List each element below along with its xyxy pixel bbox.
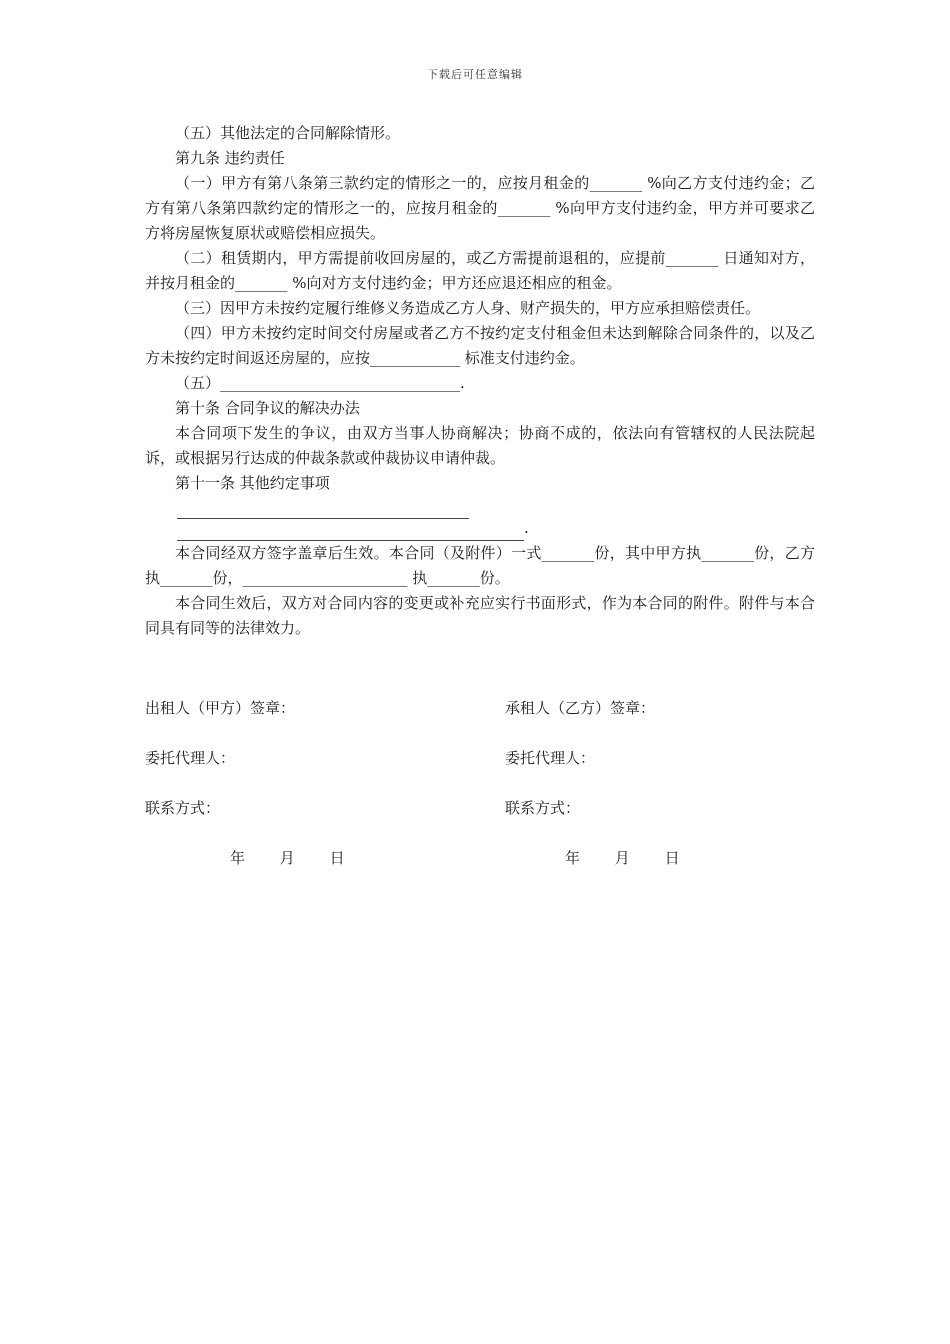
lessee-contact-label: 联系方式： [505,799,581,817]
lessor-date-month: 月 [279,849,295,867]
lessor-seal-label: 出租人（甲方）签章： [145,699,296,717]
article-11-title: 第十一条 其他约定事项 [175,474,330,492]
lessee-date-year: 年 [565,849,581,867]
blank-line-2 [177,519,815,541]
clause-9-1: （一）甲方有第八条第三款约定的情形之一的，应按月租金的_______ %向乙方支付违约金；乙方有第八条第四款约定的情形之一的，应按月租金的_______ %向甲方支付违约金，甲方并可要求乙方将房屋恢复原状或赔偿相应损失。 [145,174,815,242]
lessee-date-month: 月 [614,849,630,867]
article-9-title: 第九条 违约责任 [175,149,285,167]
clause-effect: 本合同经双方签字盖章后生效。本合同（及附件）一式_______份，其中甲方执_______份，乙方执_______份，______________________ 执_______份。 [145,544,815,587]
clause-9-4: （四）甲方未按约定时间交付房屋或者乙方不按约定支付租金但未达到解除合同条件的，以及乙方未按约定时间返还房屋的，应按____________ 标准支付违约金。 [145,324,815,367]
clause-9-2: （二）租赁期内，甲方需提前收回房屋的，或乙方需提前退租的，应提前_______ 日通知对方，并按月租金的_______ %向对方支付违约金；甲方还应退还相应的租金。 [145,249,815,292]
contract-body [145,121,815,641]
page-header-caption: 下载后可任意编辑 [427,68,523,81]
clause-9-3: （三）因甲方未按约定履行维修义务造成乙方人身、财产损失的，甲方应承担赔偿责任。 [175,299,761,317]
signature-row-date [145,847,815,868]
lessor-agent-label: 委托代理人： [145,749,236,767]
signature-block [145,697,815,868]
lessor-date-day: 日 [329,849,345,867]
lessor-date-year: 年 [230,849,246,867]
clause-10-text: 本合同项下发生的争议，由双方当事人协商解决；协商不成的，依法向有管辖权的人民法院起诉，或根据另行达成的仲裁条款或仲裁协议申请仲裁。 [145,424,815,467]
signature-row-contact [145,797,815,847]
lessee-agent-label: 委托代理人： [505,749,596,767]
clause-9-5: （五）________________________________. [175,374,465,392]
article-10-title: 第十条 合同争议的解决办法 [175,399,360,417]
blank-line-2-end: . [524,519,529,537]
clause-8-5: （五）其他法定的合同解除情形。 [175,124,401,142]
lessee-date-day: 日 [664,849,680,867]
signature-row-seal [145,697,815,747]
signature-row-agent [145,747,815,797]
blank-line-2-bar [177,518,524,541]
lessee-seal-label: 承租人（乙方）签章： [505,699,656,717]
clause-amendment: 本合同生效后，双方对合同内容的变更或补充应实行书面形式，作为本合同的附件。附件与本合同具有同等的法律效力。 [145,594,815,637]
lessor-contact-label: 联系方式： [145,799,221,817]
blank-line-1 [177,496,469,519]
lessor-date [145,847,505,868]
lessee-date [505,847,815,868]
